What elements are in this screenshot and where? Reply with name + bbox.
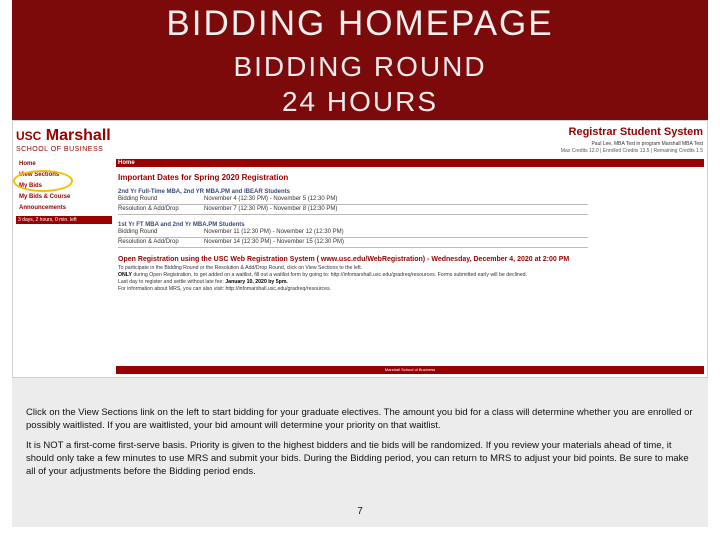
logo-usc: USC bbox=[16, 129, 42, 143]
only-label: ONLY bbox=[118, 272, 132, 278]
home-bar: Home bbox=[116, 159, 704, 167]
caption-box bbox=[12, 378, 708, 527]
slide-subtitle-hours: 24 HOURS bbox=[281, 86, 439, 117]
caption-paragraph-1: Click on the View Sections link on the left to start bidding for your graduate electives. The amount you bid for a class will determine whether you are enrolled or possibly waitlisted. If you are waitlisted, your bid amount will determine your priority on that waitlist. bbox=[26, 407, 693, 431]
instruction-line bbox=[118, 272, 688, 279]
late-fee-text: Last day to register and settle without late fee: bbox=[118, 279, 224, 285]
logo-marshall: Marshall bbox=[45, 127, 111, 144]
time-remaining: 3 days, 2 hours, 0 min. left bbox=[16, 216, 112, 224]
system-title: Registrar Student System bbox=[568, 126, 703, 138]
row-label: Resolution & Add/Drop bbox=[118, 239, 179, 245]
caption-paragraph-2: It is NOT a first-come first-serve basis. Priority is given to the highest bidders and tie bids will be randomized. If you review your materials ahead of time, it should only take a few minutes to use MRS and submit your bids. During the Bidding period, you can return to MRS to adjust your bid points. Be sure to make all of your adjustments before the Bidding period ends. bbox=[26, 440, 689, 477]
open-registration-heading: Open Registration using the USC Web Registration System ( www.usc.edu/WebRegistration) - Wednesday, December 4, 2020 at 2:00 PM bbox=[118, 256, 570, 263]
row-value: November 14 (12:30 PM) - November 15 (12:30 PM) bbox=[204, 239, 345, 245]
logo-school: SCHOOL OF BUSINESS bbox=[16, 146, 104, 153]
nav-item-my-bids-course[interactable]: My Bids & Course bbox=[19, 194, 71, 200]
section-title-2nd-yr: 2nd Yr Full-Time MBA, 2nd YR MBA.PM and IBEAR Students bbox=[118, 189, 291, 195]
user-info: Paul Lee, MBA Test in program Marshall MBA Test bbox=[591, 141, 703, 147]
instruction-line: To participate in the Bidding Round or the Resolution & Add/Drop Round, click on View Sections to the left. bbox=[118, 265, 363, 271]
row-value: November 11 (12:30 PM) - November 12 (12:30 PM) bbox=[204, 229, 344, 235]
instruction-line bbox=[118, 279, 688, 286]
table-row bbox=[118, 238, 588, 248]
row-label: Resolution & Add/Drop bbox=[118, 206, 179, 212]
table-row bbox=[118, 205, 588, 215]
page-number: 7 bbox=[357, 506, 363, 517]
dates-heading: Important Dates for Spring 2020 Registration bbox=[118, 173, 289, 182]
slide-subtitle-round: BIDDING ROUND bbox=[233, 51, 487, 82]
row-value: November 4 (12:30 PM) - November 5 (12:30 PM) bbox=[204, 196, 338, 202]
footer-bar: Marshall School of Business bbox=[116, 366, 704, 374]
late-fee-date: January 10, 2020 by 5pm. bbox=[225, 279, 288, 285]
marshall-logo bbox=[16, 128, 114, 153]
row-label: Bidding Round bbox=[118, 196, 158, 202]
nav-item-home[interactable]: Home bbox=[19, 161, 36, 167]
instruction-line: For information about MRS, you can also visit: http://infomarshall.usc.edu/gradreq/resources. bbox=[118, 286, 332, 292]
table-row bbox=[118, 228, 588, 238]
nav-item-my-bids[interactable]: My Bids bbox=[19, 183, 43, 189]
row-label: Bidding Round bbox=[118, 229, 158, 235]
table-row bbox=[118, 195, 588, 205]
credit-info: Max Credits 12.0 | Enrolled Credits 13.5 | Remaining Credits 1.5 bbox=[560, 148, 703, 154]
main-content bbox=[116, 159, 704, 293]
nav-item-view-sections[interactable]: View Sections bbox=[19, 172, 60, 178]
slide-header bbox=[12, 0, 708, 120]
left-nav bbox=[16, 159, 112, 224]
registration-screenshot bbox=[12, 120, 708, 378]
row-value: November 7 (12:30 PM) - November 8 (12:30 PM) bbox=[204, 206, 338, 212]
slide-title: BIDDING HOMEPAGE bbox=[166, 4, 554, 43]
nav-item-announcements[interactable]: Announcements bbox=[19, 205, 67, 211]
waitlist-text: during Open Registration, to get added on a waitlist, fill out a waitlist form by going to: http://infomarshall.usc.edu/gradreq/resources. Forms submitted early will be declined. bbox=[133, 272, 527, 278]
instructions-text bbox=[118, 265, 688, 293]
section-title-1st-yr: 1st Yr FT MBA and 2nd Yr MBA.PM Students bbox=[118, 222, 245, 228]
